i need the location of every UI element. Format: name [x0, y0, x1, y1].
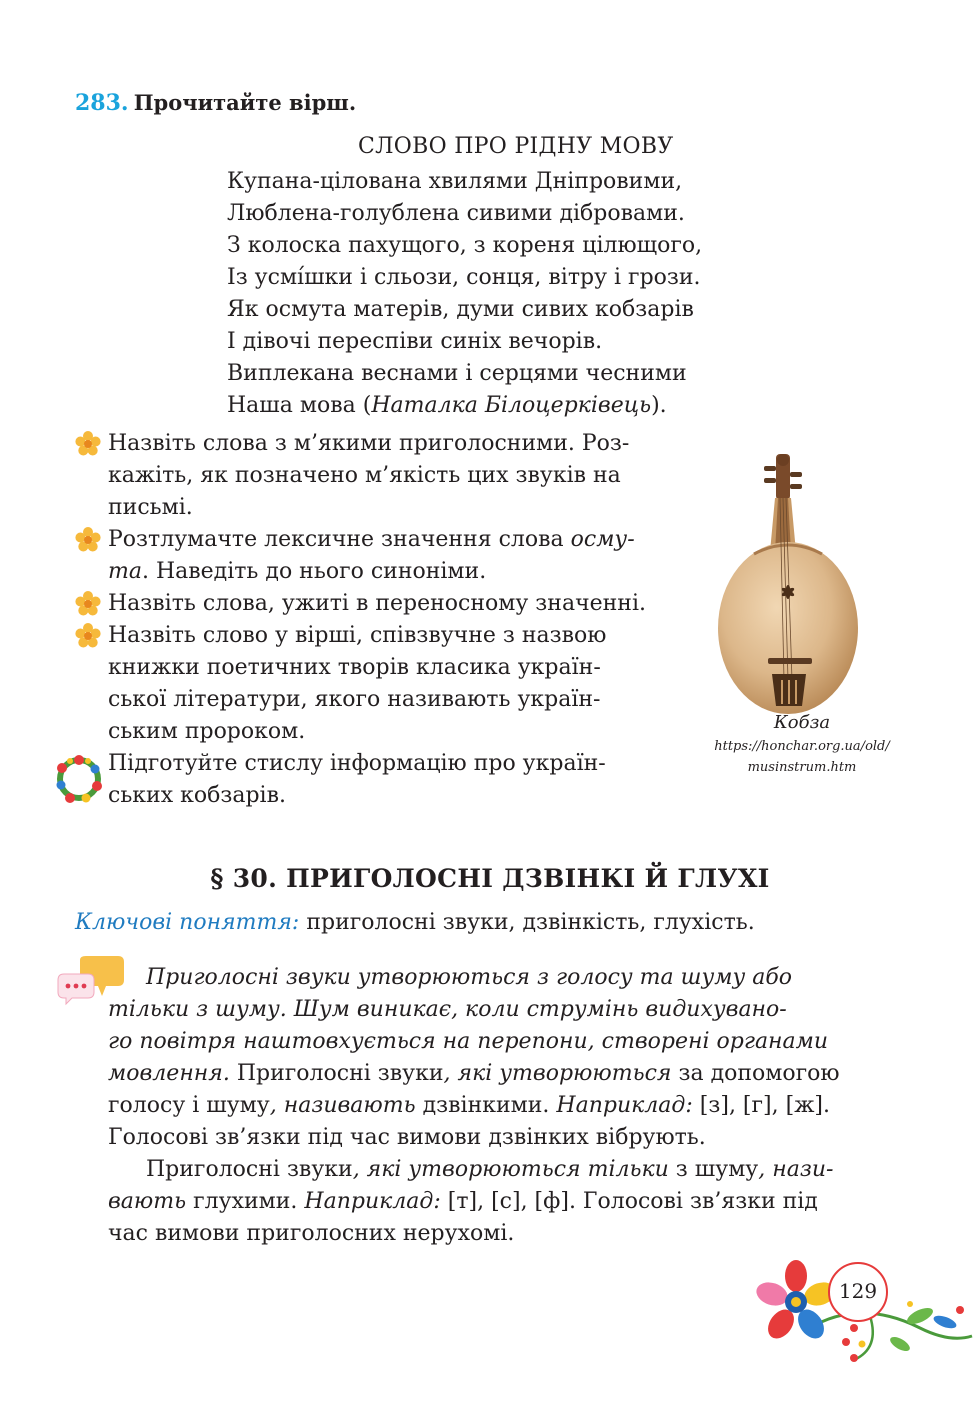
exercise-header	[75, 90, 356, 116]
poem-line: Із усмі́шки і сльози, сонця, вітру і грози.	[227, 265, 701, 290]
kobza-image	[712, 448, 868, 718]
poem-line: І дівочі переспіви синіх вечорів.	[227, 329, 603, 354]
task-3: Назвіть слова, ужиті в переносному значенні.	[108, 591, 646, 616]
task-1: Назвіть слова з м’якими приголосними. Роз- кажіть, як позначено м’якість цих звуків на письмі.	[108, 431, 630, 520]
wreath-icon	[52, 752, 106, 806]
flower-bullet-icon	[74, 526, 102, 554]
poem-body	[227, 166, 702, 422]
poem-line: Люблена-голублена сивими дібровами.	[227, 201, 685, 226]
section-title: § 30. ПРИГОЛОСНІ ДЗВІНКІ Й ГЛУХІ	[210, 864, 770, 893]
rule-block: Приголосні звуки утворюються з голосу та шуму або тільки з шуму. Шум виникає, коли струмінь видихувано- го повітря наштовхується на перепони, створені органами мовлення. Приголосні звуки, які утворюються за допомогою голосу і шуму, називають дзвінкими. Наприклад: [з], [г], [ж]. Голосові зв’язки під час вимови дзвінких вібрують. Приголосні звуки, які утворюються тільки з шуму, нази- вають глухими. Наприклад: [т], [с], [ф]. Голосові зв’язки під час вимови приголосних нерухомі.	[108, 965, 840, 1246]
image-source: https://honchar.org.ua/old/ musinstrum.htm	[714, 739, 890, 775]
exercise-number: 283.	[75, 90, 129, 116]
poem-line: Як осмута матерів, думи сивих кобзарів	[227, 297, 694, 322]
page-number: 129	[838, 1279, 878, 1303]
image-caption: Кобза	[773, 712, 831, 733]
poem-line: Купана-цілована хвилями Дніпровими,	[227, 169, 683, 194]
poem-author: Наталка Білоцерківець	[371, 393, 652, 418]
exercise-instruction: Прочитайте вірш.	[133, 90, 357, 115]
key-concepts	[75, 910, 755, 935]
task-5: Підготуйте стислу інформацію про україн- ських кобзарів.	[108, 751, 606, 808]
flower-bullet-icon	[74, 590, 102, 618]
poem-line-last: Наша мова (Наталка Білоцерківець).	[227, 393, 667, 418]
poem-title: СЛОВО ПРО РІДНУ МОВУ	[358, 134, 674, 159]
flower-bullet-icon	[74, 622, 102, 650]
task-2: Розтлумачте лексичне значення слова осму- та. Наведіть до нього синоніми.	[108, 527, 635, 584]
task-4: Назвіть слово у вірші, співзвучне з назвою книжки поетичних творів класика україн- ської літератури, якого називають україн- ським пророком.	[108, 623, 607, 744]
poem-line: З колоска пахущого, з кореня цілющого,	[227, 233, 703, 258]
flower-bullet-icon	[74, 430, 102, 458]
poem-line: Виплекана веснами і серцями чесними	[227, 361, 687, 386]
key-concepts-label: Ключові поняття:	[75, 910, 300, 935]
floral-ornament-icon	[750, 1258, 975, 1368]
key-concepts-text: приголосні звуки, дзвінкість, глухість.	[299, 910, 755, 935]
